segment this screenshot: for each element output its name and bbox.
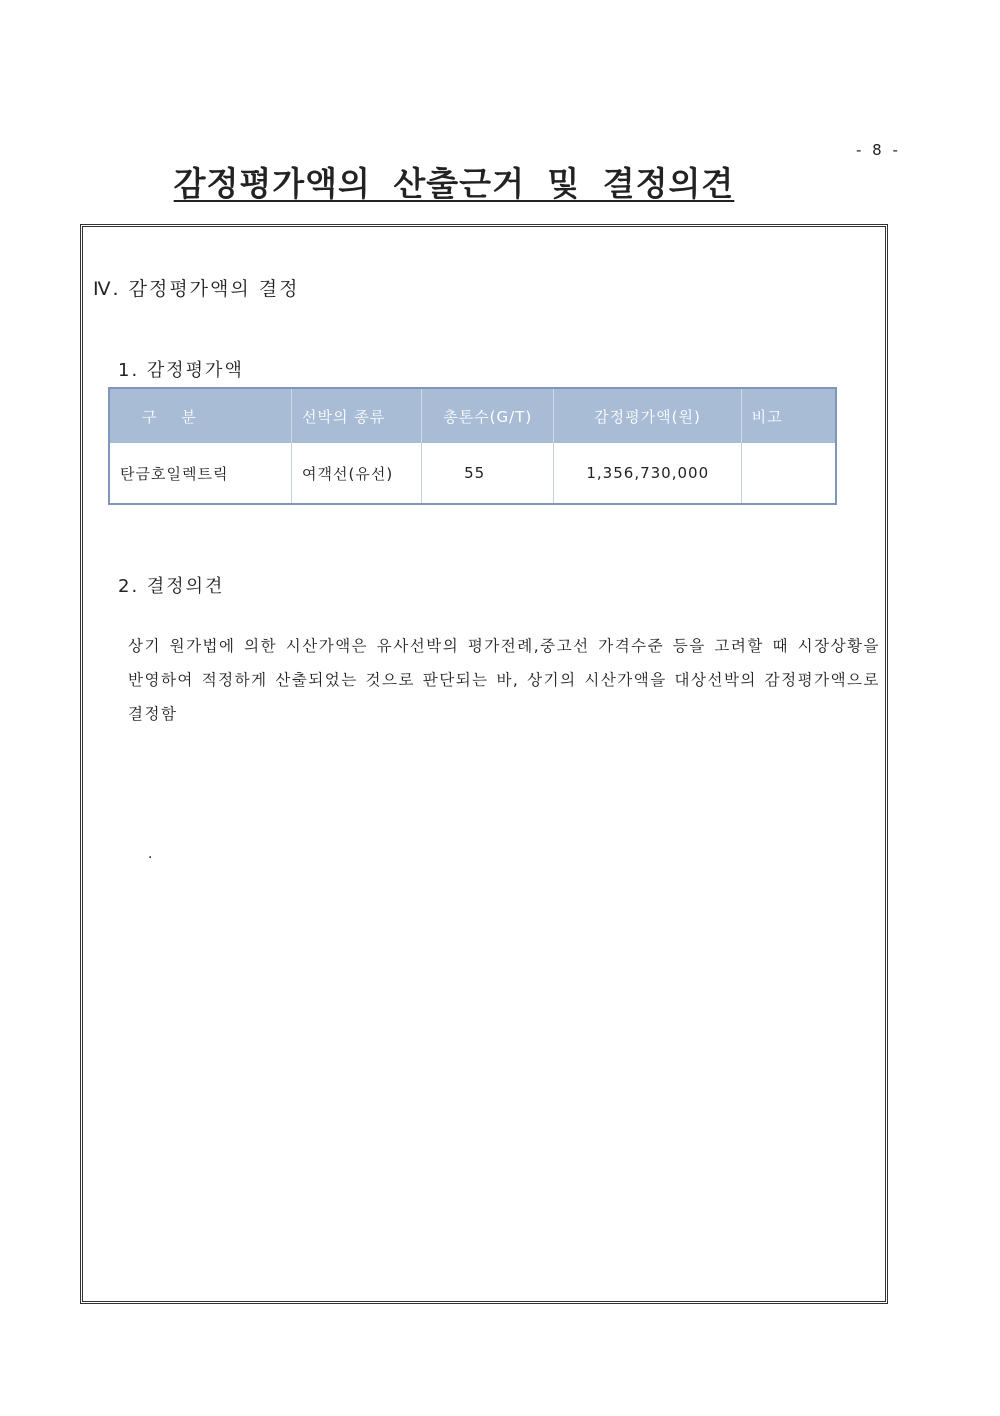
header-category: 구 분 (109, 388, 292, 443)
header-gross-tonnage: 총톤수(G/T) (422, 388, 554, 443)
header-appraised-value: 감정평가액(원) (554, 388, 741, 443)
page-number: - 8 - (856, 141, 901, 159)
cell-appraised-value: 1,356,730,000 (554, 443, 741, 504)
subsection-heading-appraisal-value: 1. 감정평가액 (118, 360, 244, 381)
cell-gross-tonnage: 55 (422, 443, 554, 504)
dot-mark: . (148, 846, 153, 862)
cell-note (741, 443, 836, 504)
section-heading: Ⅳ. 감정평가액의 결정 (93, 278, 300, 300)
cell-ship-type: 여객선(유선) (292, 443, 422, 504)
cell-category: 탄금호일렉트릭 (109, 443, 292, 504)
subsection-heading-opinion: 2. 결정의견 (118, 576, 225, 597)
content-frame (80, 224, 888, 1304)
appraisal-table (108, 387, 837, 505)
table-row (109, 443, 836, 504)
header-note: 비고 (741, 388, 836, 443)
opinion-paragraph: 상기 원가법에 의한 시산가액은 유사선박의 평가전례,중고선 가격수준 등을 고려할 때 시장상황을 반영하여 적정하게 산출되었는 것으로 판단되는 바, 상기의 시산가액을 대상선박의 감정평가액으로 결정함 (128, 637, 880, 723)
document-title: 감정평가액의 산출근거 및 결정의견 (173, 164, 735, 203)
table-header-row (109, 388, 836, 443)
header-ship-type: 선박의 종류 (292, 388, 422, 443)
